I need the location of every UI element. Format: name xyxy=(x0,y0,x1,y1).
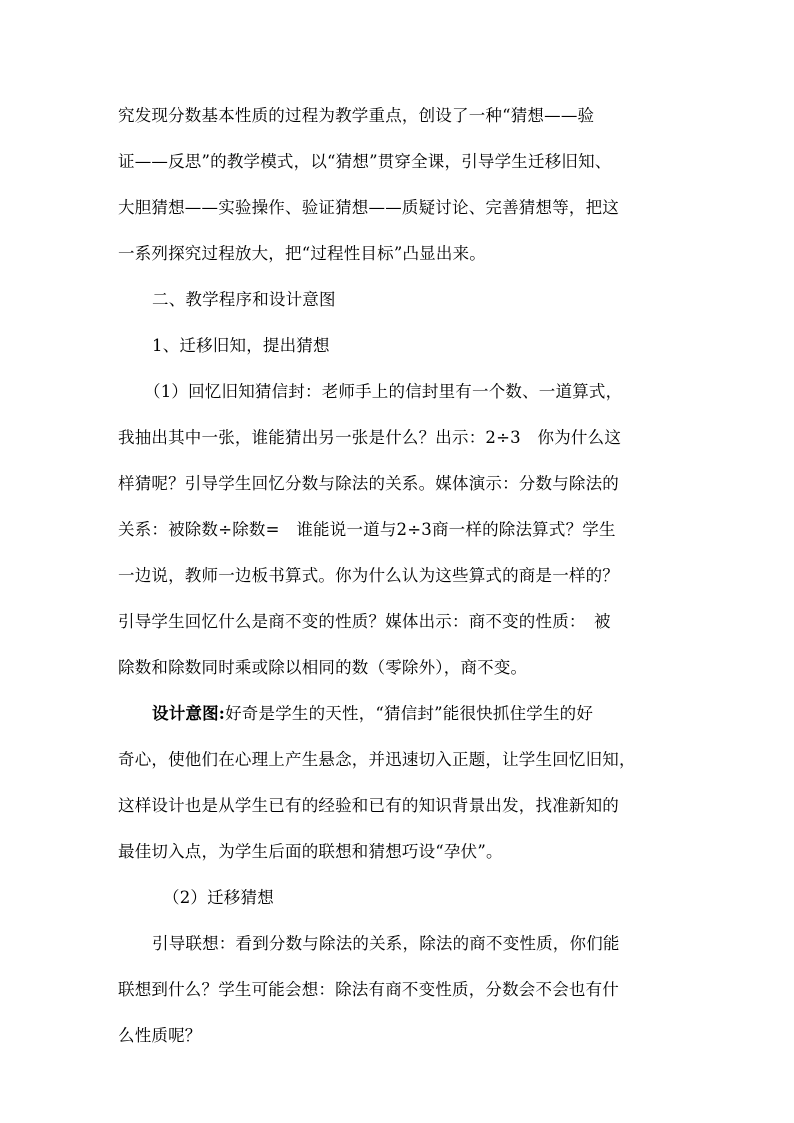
paragraph-line: 一系列探究过程放大，把“过程性目标”凸显出来。 xyxy=(118,244,486,263)
paragraph-line: 样猜呢？引导学生回忆分数与除法的关系。媒体演示：分数与除法的 xyxy=(118,474,619,493)
section-heading: 二、教学程序和设计意图 xyxy=(152,290,336,309)
design-intent-label: 设计意图: xyxy=(152,704,226,723)
paragraph-line: 大胆猜想——实验操作、验证猜想——质疑讨论、完善猜想等，把这 xyxy=(118,198,619,217)
paragraph-line: 联想到什么？学生可能会想：除法有商不变性质，分数会不会也有什 xyxy=(118,980,619,999)
paragraph-line: 引导学生回忆什么是商不变的性质？媒体出示：商不变的性质： 被 xyxy=(118,612,611,631)
paragraph-line: 么性质呢？ xyxy=(118,1026,202,1045)
paragraph-line: 除数和除数同时乘或除以相同的数（零除外），商不变。 xyxy=(118,658,528,677)
paragraph-line: 我抽出其中一张，谁能猜出另一张是什么？出示：2÷3 你为什么这 xyxy=(118,428,622,447)
design-intent-text: 好奇是学生的天性，“猜信封”能很快抓住学生的好 xyxy=(225,704,594,723)
paragraph-line: 一边说，教师一边板书算式。你为什么认为这些算式的商是一样的？ xyxy=(118,566,619,585)
paragraph-line: （1）回忆旧知猜信封：老师手上的信封里有一个数、一道算式， xyxy=(144,382,623,401)
paragraph-line: 证——反思”的教学模式，以“猜想”贯穿全课，引导学生迁移旧知、 xyxy=(118,152,612,171)
subsection-heading: 1、迁移旧知，提出猜想 xyxy=(152,336,330,355)
paragraph-line: 引导联想：看到分数与除法的关系，除法的商不变性质，你们能 xyxy=(152,934,620,953)
item-heading: （2）迁移猜想 xyxy=(163,888,274,907)
design-intent-line xyxy=(152,704,593,724)
paragraph-line: 最佳切入点，为学生后面的联想和猜想巧设“孕伏”。 xyxy=(118,842,503,861)
paragraph-line: 这样设计也是从学生已有的经验和已有的知识背景出发，找准新知的 xyxy=(118,796,619,815)
paragraph-line: 究发现分数基本性质的过程为教学重点，创设了一种“猜想——验 xyxy=(118,106,595,125)
paragraph-line: 关系：被除数÷除数= 谁能说一道与2÷3商一样的除法算式？学生 xyxy=(118,520,616,539)
paragraph-line: 奇心，使他们在心理上产生悬念，并迅速切入正题，让学生回忆旧知， xyxy=(118,750,636,769)
